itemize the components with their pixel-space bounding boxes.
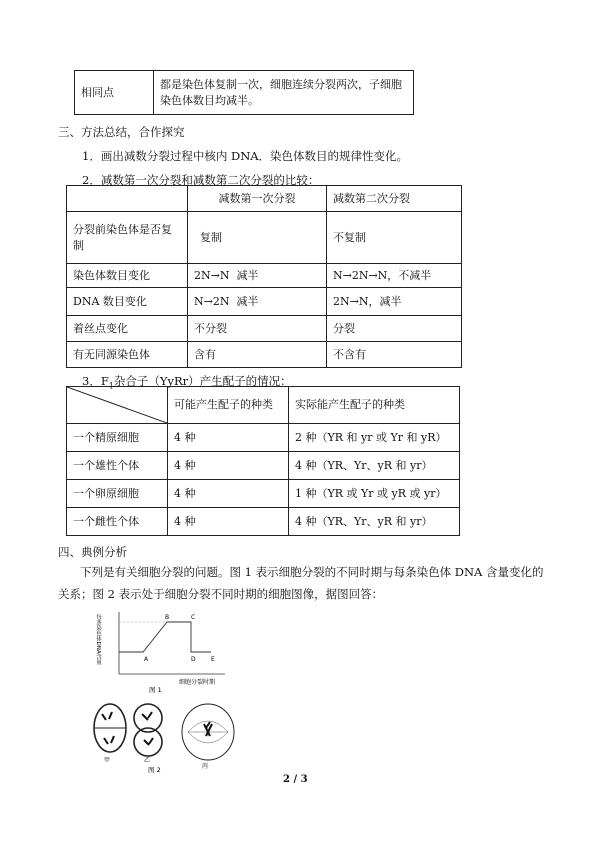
table2-row-label: 一个雌性个体 xyxy=(67,508,168,536)
figure1-ylabel: 每条染色体DNA含量 xyxy=(95,614,101,665)
table1-cell: 复制 xyxy=(188,212,327,264)
figure2-label-bing: 丙 xyxy=(202,763,209,770)
table2-header-2: 实际能产生配子的种类 xyxy=(289,387,460,424)
table1-cell: N→2N 减半 xyxy=(188,288,327,316)
table1-cell: 2N→N 减半 xyxy=(188,264,327,288)
figure1-point-a: A xyxy=(144,656,149,663)
table2-header-diagonal xyxy=(67,387,168,424)
item3-rest: 杂合子（YyRr）产生配子的情况： xyxy=(113,374,292,388)
section4-paragraph: 下列是有关细胞分裂的问题。图 1 表示细胞分裂的不同时期与每条染色体 DNA 含量变化的关系；图 2 表示处于细胞分裂不同时期的细胞图像，据图回答： xyxy=(58,565,544,601)
table1-row-label: DNA 数目变化 xyxy=(67,288,188,316)
table2-cell: 4 种 xyxy=(168,480,289,508)
figure2-diagram xyxy=(92,700,252,774)
table2-cell: 4 种 xyxy=(168,508,289,536)
cell-bing-chromosomes xyxy=(204,722,212,736)
table2-row-label: 一个卵原细胞 xyxy=(67,480,168,508)
section3-item2: 2．减数第一次分裂和减数第二次分裂的比较： xyxy=(82,173,320,187)
table1-cell: 不含有 xyxy=(327,342,462,368)
table1-cell: 含有 xyxy=(188,342,327,368)
table1-cell: 2N→N，减半 xyxy=(327,288,462,316)
figure1-point-d: D xyxy=(191,656,196,663)
table2-cell: 1 种（YR 或 Yr 或 yR 或 yr） xyxy=(289,480,460,508)
meiosis-comparison-table xyxy=(66,185,462,368)
table2-cell: 4 种（YR、Yr、yR 和 yr） xyxy=(289,508,460,536)
figure1-caption: 图 1 xyxy=(149,686,162,694)
table1-header-empty xyxy=(67,186,188,212)
figure2-caption: 图 2 xyxy=(148,766,161,774)
figure1-point-b: B xyxy=(165,614,170,621)
figure1-point-e: E xyxy=(211,656,215,663)
table1-row-label: 分裂前染色体是否复制 xyxy=(67,212,188,264)
table2-row-label: 一个精原细胞 xyxy=(67,424,168,452)
table1-row-label: 染色体数目变化 xyxy=(67,264,188,288)
table2-cell: 2 种（YR 和 yr 或 Yr 和 yR） xyxy=(289,424,460,452)
table2-cell: 4 种 xyxy=(168,424,289,452)
table1-cell: 不分裂 xyxy=(188,316,327,342)
table1-cell: N→2N→N，不减半 xyxy=(327,264,462,288)
table1-header-2: 减数第二次分裂 xyxy=(327,186,462,212)
item3-prefix: 3．F xyxy=(82,374,109,388)
table1-cell: 分裂 xyxy=(327,316,462,342)
comparison-table-top xyxy=(74,70,414,115)
section3-item1: 1．画出减数分裂过程中核内 DNA．染色体数目的规律性变化。 xyxy=(82,149,409,163)
table1-cell: 不复制 xyxy=(327,212,462,264)
table1-row-label: 有无同源染色体 xyxy=(67,342,188,368)
table1-row-label: 着丝点变化 xyxy=(67,316,188,342)
figure2-label-jia: 甲 xyxy=(104,757,111,764)
figure1-curve xyxy=(119,622,211,652)
top-table-content: 都是染色体复制一次，细胞连续分裂两次，子细胞染色体数目均减半。 xyxy=(154,71,414,115)
table2-cell: 4 种（YR、Yr、yR 和 yr） xyxy=(289,452,460,480)
figure1-point-c: C xyxy=(191,614,196,621)
table2-row-label: 一个雄性个体 xyxy=(67,452,168,480)
item3-subscript: 1 xyxy=(108,381,114,391)
figure2-label-yi: 乙 xyxy=(144,757,151,764)
gamete-table xyxy=(66,386,460,536)
table2-header-1: 可能产生配子的种类 xyxy=(168,387,289,424)
table2-cell: 4 种 xyxy=(168,452,289,480)
figure1-diagram xyxy=(95,608,275,698)
page-number: 2 / 3 xyxy=(283,774,308,785)
section4-heading: 四、典例分析 xyxy=(58,545,127,559)
top-table-label: 相同点 xyxy=(75,71,154,115)
figure1-xlabel: 细胞分裂时期 xyxy=(179,679,216,686)
section3-heading: 三、方法总结，合作探究 xyxy=(58,125,185,139)
diagonal-line xyxy=(67,387,167,423)
table1-header-1: 减数第一次分裂 xyxy=(188,186,327,212)
